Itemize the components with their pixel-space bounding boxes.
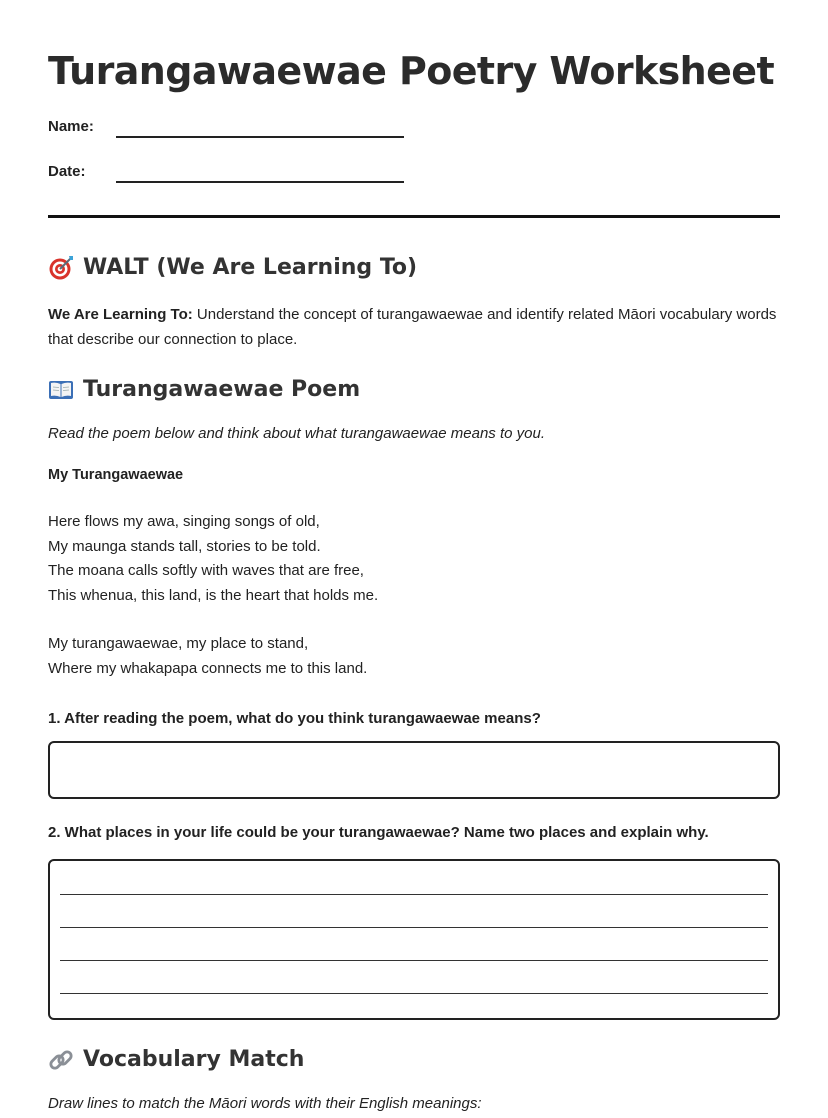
open-book-icon	[48, 377, 74, 403]
writing-line	[60, 960, 768, 961]
target-icon	[48, 255, 74, 281]
walt-body: Understand the concept of turangawaewae and identify related Māori vocabulary words that describe our connection to place.	[48, 306, 777, 348]
poem-heading-text: Turangawaewae Poem	[83, 377, 361, 402]
poem-stanza-1	[48, 510, 780, 608]
answer-box-1[interactable]	[48, 741, 780, 799]
link-icon	[48, 1047, 74, 1073]
name-field-row	[48, 116, 780, 136]
answer-box-2[interactable]	[48, 859, 780, 1020]
poem-line: My maunga stands tall, stories to be told.	[48, 537, 321, 555]
name-input-line[interactable]	[116, 136, 404, 138]
walt-lead: We Are Learning To:	[48, 306, 193, 323]
page-title: Turangawaewae Poetry Worksheet	[48, 49, 775, 93]
writing-line	[60, 894, 768, 895]
question-2: 2. What places in your life could be your turangawaewae? Name two places and explain why.	[48, 823, 709, 841]
date-input-line[interactable]	[116, 181, 404, 183]
poem-line: My turangawaewae, my place to stand,	[48, 635, 309, 653]
question-1: 1. After reading the poem, what do you think turangawaewae means?	[48, 709, 541, 727]
poem-line: Here flows my awa, singing songs of old,	[48, 513, 320, 530]
writing-line	[60, 927, 768, 928]
poem-instruction: Read the poem below and think about what turangawaewae means to you.	[48, 425, 545, 442]
header-divider	[48, 215, 780, 218]
walt-paragraph	[48, 302, 780, 352]
poem-line: Where my whakapapa connects me to this land.	[48, 659, 368, 677]
writing-line	[60, 993, 768, 994]
vocab-heading	[48, 1046, 780, 1074]
walt-heading	[48, 254, 780, 282]
poem-line: This whenua, this land, is the heart that holds me.	[48, 586, 379, 604]
date-label: Date:	[48, 163, 86, 180]
poem-line: The moana calls softly with waves that are free,	[48, 562, 364, 580]
poem-stanza-2	[48, 632, 780, 681]
date-field-row	[48, 161, 780, 181]
poem-heading	[48, 376, 780, 404]
poem-title: My Turangawaewae	[48, 467, 184, 483]
vocab-instruction: Draw lines to match the Māori words with their English meanings:	[48, 1094, 482, 1112]
walt-heading-text: WALT (We Are Learning To)	[83, 255, 418, 280]
name-label: Name:	[48, 118, 94, 135]
vocab-heading-text: Vocabulary Match	[83, 1046, 305, 1072]
